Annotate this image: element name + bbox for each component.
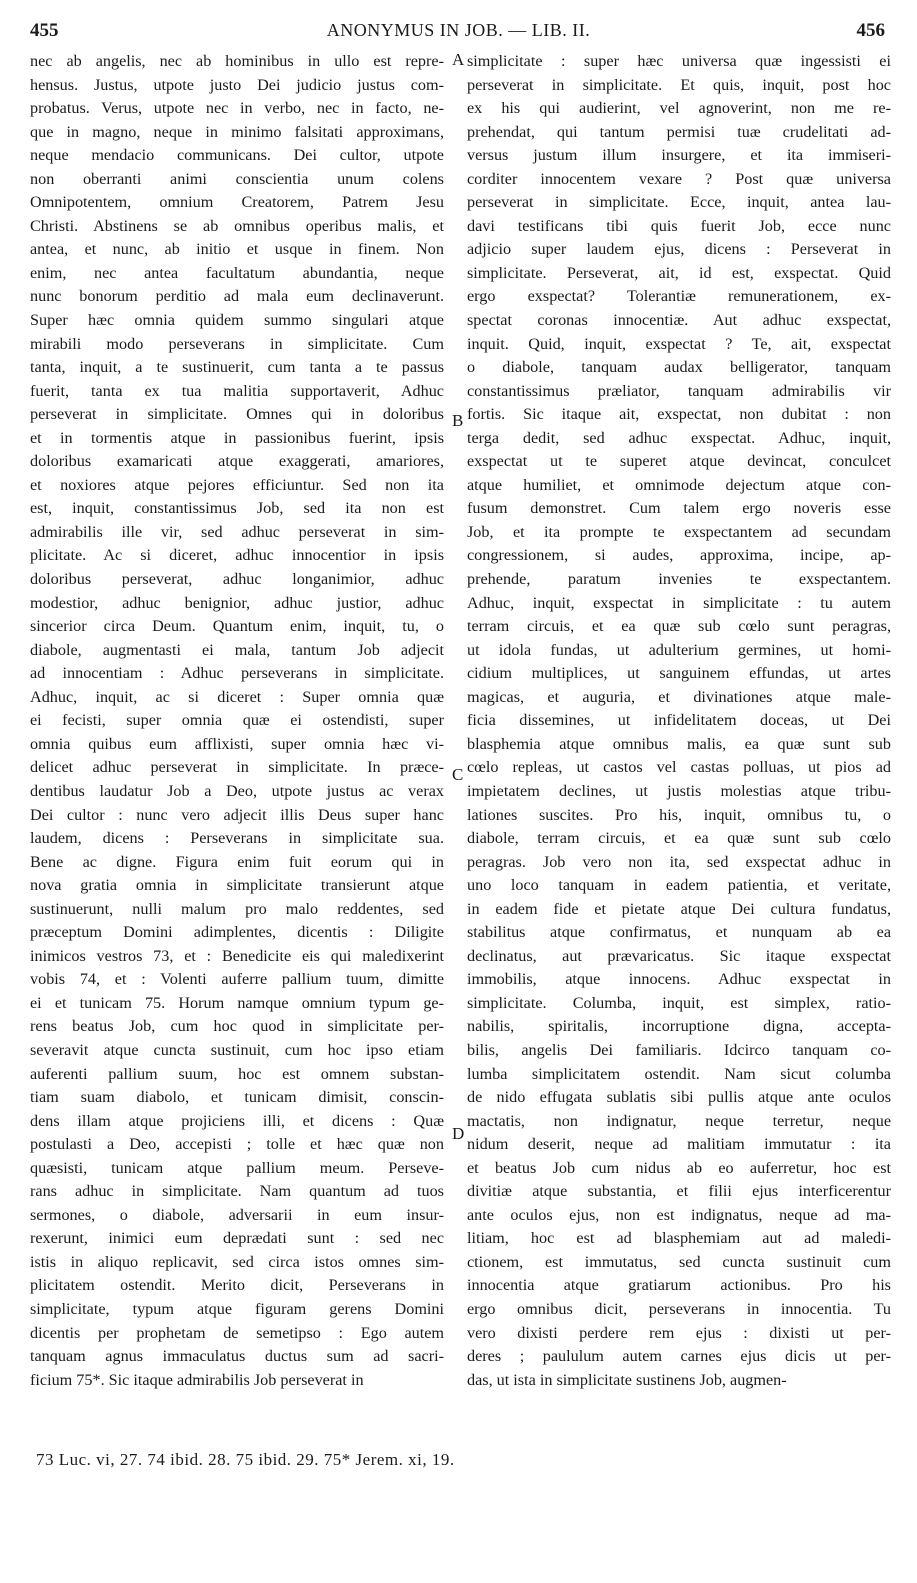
left-column-line: Omnipotentem, omnium Creatorem, Patrem Jesu (30, 193, 444, 212)
left-column-line: dentibus laudatur Job a Deo, utpote justus ac verax (30, 781, 444, 800)
right-column (467, 50, 891, 1392)
left-column-line: laudem, dicens : Perseverans in simplicitate sua. (30, 829, 444, 848)
right-column-line: terram circuis, et ea quæ sub cœlo sunt peragras, (467, 617, 891, 636)
footnotes: 73 Luc. vi, 27. 74 ibid. 28. 75 ibid. 29. 75* Jerem. xi, 19. (36, 1450, 455, 1469)
left-column-line: doloribus examaricati atque exaggerati, amariores, (30, 452, 444, 471)
right-column-line: et beatus Job cum nidus ab eo auferretur, hoc est (467, 1158, 891, 1177)
right-column-line: versus justum illum insurgere, et ita immiseri- (467, 146, 891, 165)
left-column-line: ad innocentiam : Adhuc perseverans in simplicitate. (30, 664, 444, 683)
left-column-line: dicentis per prophetam de semetipso : Ego autem (30, 1323, 444, 1342)
left-column-line: nova gratia omnia in simplicitate transierunt atque (30, 876, 444, 895)
right-column-line: prehende, paratum invenies te exspectantem. (467, 570, 891, 589)
right-column-line: deres ; paululum autem carnes ejus dicis ut per- (467, 1347, 891, 1366)
right-column-line: Job, et ita prompte te exspectantem ad secundam (467, 522, 891, 541)
left-column-line: istis in aliquo replicavit, sed circa istos omnes sim- (30, 1252, 444, 1271)
right-column-line: immobilis, atque innocens. Adhuc exspectat in (467, 970, 891, 989)
right-column-line: perseverat in simplicitate. Et quis, inquit, post hoc (467, 75, 891, 94)
running-title: ANONYMUS IN JOB. — LIB. II. (326, 20, 591, 40)
right-column-line: Adhuc, inquit, exspectat in simplicitate : tu autem (467, 593, 891, 612)
right-column-line: vero dixisti perdere rem ejus : dixisti ut per- (467, 1323, 891, 1342)
margin-marker-c: C (452, 765, 464, 784)
left-column-line: tiam suam diabolo, et tunicam dimisit, conscin- (30, 1088, 444, 1107)
right-column-line: de nido effugata sublatis sibi pullis atque ante oculos (467, 1088, 891, 1107)
left-column-line: severavit atque cuncta sustinuit, cum hoc ipso etiam (30, 1040, 444, 1059)
left-column-line: plicitatem ostendit. Merito dicit, Perseverans in (30, 1276, 444, 1295)
left-column-line: rans adhuc in simplicitate. Nam quantum ad tuos (30, 1182, 444, 1201)
left-column-line: dens illam atque projiciens illi, et dicens : Quæ (30, 1111, 444, 1130)
page-header (0, 14, 917, 44)
left-column-line: inimicos vestros 73, et : Benedicite eis qui maledixerint (30, 946, 444, 965)
left-column-line: auferenti pallium suum, hoc est omnem substan- (30, 1064, 444, 1083)
left-column-line: Super hæc omnia quidem summo singulari atque (30, 311, 444, 330)
left-column-line: admirabilis ille vir, sed adhuc perseverat in sim- (30, 522, 444, 541)
left-column-line: nec ab angelis, nec ab hominibus in ullo est repre- (30, 52, 444, 70)
right-column-line: exspectat ut te superet atque devincat, conculcet (467, 452, 891, 471)
left-column-line: delicet adhuc perseverat in simplicitate. In præce- (30, 758, 444, 777)
right-column-line: cœlo repleas, ut castos vel castas polluas, ut pios ad (467, 758, 891, 777)
right-column-line: congressionem, si audes, approxima, incipe, ap- (467, 546, 891, 565)
left-column-line: mirabili modo perseverans in simplicitate. Cum (30, 334, 444, 353)
left-column-line: et in tormentis atque in passionibus fuerint, ipsis (30, 428, 444, 447)
right-column-line: cidium multiplices, ut sanguinem effundas, ut artes (467, 664, 891, 683)
right-column-line: innocentia atque gratiarum actionibus. Pro his (467, 1276, 891, 1295)
right-column-line: ante oculos ejus, non est indignatus, neque ad ma- (467, 1205, 891, 1224)
right-column-line: uno loco tanquam in eadem patientia, et veritate, (467, 876, 891, 895)
left-column-line: neque mendacio communicans. Dei cultor, utpote (30, 146, 444, 165)
left-column-line: diabole, augmentasti ei mala, tantum Job adjecit (30, 640, 444, 659)
right-column-line: litiam, hoc est ad blasphemiam aut ad maledi- (467, 1229, 891, 1248)
left-column-line: nunc bonorum perditio ad mala eum declinaverunt. (30, 287, 444, 306)
left-column-line: et noxiores atque pejores efficiuntur. Sed non ita (30, 475, 444, 494)
left-column-line: hensus. Justus, utpote justo Dei judicio justus com- (30, 75, 444, 94)
left-column-line: rens beatus Job, cum hoc quod in simplicitate per- (30, 1017, 444, 1036)
right-column-line: simplicitate : super hæc universa quæ ingessisti ei (467, 52, 891, 70)
right-column-line: simplicitate. Columba, inquit, est simplex, ratio- (467, 993, 891, 1012)
page-number-left: 455 (30, 20, 59, 41)
left-column-line: Bene ac digne. Figura enim fuit eorum qui in (30, 852, 444, 871)
right-column-line: declinatus, aut prævaricatus. Sic itaque exspectat (467, 946, 891, 965)
right-column-line: impietatem declines, ut justis molestias atque tribu- (467, 781, 891, 800)
left-column-line: præceptum Domini adimplentes, dicentis : Diligite (30, 923, 444, 942)
left-column-line: tanquam agnus immaculatus ductus sum ad sacri- (30, 1347, 444, 1366)
left-column-line: Dei cultor : nunc vero adjecit illis Deus super hanc (30, 805, 444, 824)
right-column-line: mactatis, non indignatur, neque terretur, neque (467, 1111, 891, 1130)
right-column-line: divitiæ atque substantia, et filii ejus interficerentur (467, 1182, 891, 1201)
left-column-line: non oberranti animi conscientia unum colens (30, 169, 444, 188)
left-column-line: enim, nec antea facultatum abundantia, neque (30, 263, 444, 282)
right-column-line: spectat coronas innocentiæ. Aut adhuc exspectat, (467, 311, 891, 330)
right-column-line: ergo omnibus dicit, perseverans in innocentia. Tu (467, 1299, 891, 1318)
left-column-line: doloribus perseverat, adhuc longanimior, adhuc (30, 570, 444, 589)
right-column-line: ficia dissemines, ut infidelitatem doceas, ut Dei (467, 711, 891, 730)
right-column-line: ctionem, est immutatus, sed cuncta sustinuit cum (467, 1252, 891, 1271)
right-column-line: simplicitate. Perseverat, ait, id est, exspectat. Quid (467, 263, 891, 282)
right-column-line: adjicio super laudem ejus, dicens : Perseverat in (467, 240, 891, 259)
right-column-line: fusum demonstret. Cum talem ergo noveris esse (467, 499, 891, 518)
right-column-line: diabole, terram circuis, et ea quæ sunt sub cœlo (467, 829, 891, 848)
right-column-line: lationes suscites. Pro his, inquit, omnibus tu, o (467, 805, 891, 824)
left-column-line: modestior, adhuc benignior, adhuc justior, adhuc (30, 593, 444, 612)
right-column-line: bilis, angelis Dei familiaris. Idcirco tanquam co- (467, 1040, 891, 1059)
left-column-line: simplicitate, typum atque figuram gerens Domini (30, 1299, 444, 1318)
right-column-line: magicas, et auguria, et divinationes atque male- (467, 687, 891, 706)
right-column-line: davi testificans tibi quis fuerit Job, ecce nunc (467, 216, 891, 235)
left-column-line: ficium 75*. Sic itaque admirabilis Job perseverat in (30, 1370, 364, 1389)
left-column-line: vobis 74, et : Volenti auferre pallium tuum, dimitte (30, 970, 444, 989)
left-column-line: sustinuerunt, nulli malum pro malo reddentes, sed (30, 899, 444, 918)
right-column-line: terga dedit, sed adhuc exspectat. Adhuc, inquit, (467, 428, 891, 447)
right-column-line: lumba simplicitatem ostendit. Nam sicut columba (467, 1064, 891, 1083)
right-column-line: ergo exspectat? Tolerantiæ remunerationem, ex- (467, 287, 891, 306)
right-column-line: ut idola fundas, ut adulterium germines, ut homi- (467, 640, 891, 659)
right-column-line: nidum deserit, neque ad malitiam immutatur : ita (467, 1135, 891, 1154)
right-column-line: constantissimus præliator, tanquam admirabilis vir (467, 381, 891, 400)
page-number-right: 456 (856, 20, 885, 41)
margin-marker-b: B (452, 411, 464, 430)
right-column-line: atque humiliet, et omnimode dejectum atque con- (467, 475, 891, 494)
left-column-line: Adhuc, inquit, ac si diceret : Super omnia quæ (30, 687, 444, 706)
right-column-line: nabilis, spiritalis, incorruptione digna, accepta- (467, 1017, 891, 1036)
left-column-line: probatus. Verus, utpote nec in verbo, nec in facto, ne- (30, 99, 444, 118)
left-column-line: plicitate. Ac si diceret, adhuc innocentior in ipsis (30, 546, 444, 565)
right-column-line: fortis. Sic itaque ait, exspectat, non dubitat : non (467, 405, 891, 424)
right-column-line: blasphemia atque omnibus malis, ea quæ sunt sub (467, 734, 891, 753)
left-column-line: tanta, inquit, a te sustinuerit, cum tanta a te passus (30, 358, 444, 377)
right-column-line: peragras. Job vero non ita, sed exspectat adhuc in (467, 852, 891, 871)
right-column-line: stabilitus atque confirmatus, et nunquam ab ea (467, 923, 891, 942)
left-column (30, 50, 444, 1392)
left-column-line: ei fecisti, super omnia quæ ei ostendisti, super (30, 711, 444, 730)
right-column-line: corditer innocentem vexare ? Post quæ universa (467, 169, 891, 188)
right-column-line: prehendat, qui tantum permisi tuæ crudelitati ad- (467, 122, 891, 141)
left-column-line: postulasti a Deo, accepisti ; tolle et hæc quæ non (30, 1135, 444, 1154)
left-column-line: antea, et nunc, ab initio et usque in finem. Non (30, 240, 444, 259)
left-column-line: fuerit, tanta ex tua malitia supportaverit, Adhuc (30, 381, 444, 400)
left-column-line: est, inquit, constantissimus Job, sed ita non est (30, 499, 444, 518)
right-column-line: ex his qui audierint, vel agnoverint, non me re- (467, 99, 891, 118)
left-column-line: sermones, o diabole, adversarii in eum insur- (30, 1205, 444, 1224)
left-column-line: Christi. Abstinens se ab omnibus operibus malis, et (30, 216, 444, 235)
right-column-line: in eadem fide et pietate atque Dei cultura fundatus, (467, 899, 891, 918)
left-column-line: perseverat in simplicitate. Omnes qui in doloribus (30, 405, 444, 424)
right-column-line: perseverat in simplicitate. Ecce, inquit, antea lau- (467, 193, 891, 212)
right-column-line: inquit. Quid, inquit, exspectat ? Te, ait, exspectat (467, 334, 891, 353)
left-column-line: que in magno, neque in minimo falsitati approximans, (30, 122, 444, 141)
left-column-line: quæsisti, tunicam atque pallium meum. Perseve- (30, 1158, 444, 1177)
left-column-line: sincerior circa Deum. Quantum enim, inquit, tu, o (30, 617, 444, 636)
right-column-line: o diabole, tanquam audax belligerator, tanquam (467, 358, 891, 377)
margin-marker-a: A (452, 50, 465, 69)
left-column-line: ei et tunicam 75. Horum namque omnium typum ge- (30, 993, 444, 1012)
right-column-line: das, ut ista in simplicitate sustinens Job, augmen- (467, 1370, 787, 1389)
left-column-line: omnia quibus eum afflixisti, super omnia hæc vi- (30, 734, 444, 753)
margin-marker-d: D (452, 1124, 465, 1143)
left-column-line: rexerunt, inimici eum deprædati sunt : sed nec (30, 1229, 444, 1248)
